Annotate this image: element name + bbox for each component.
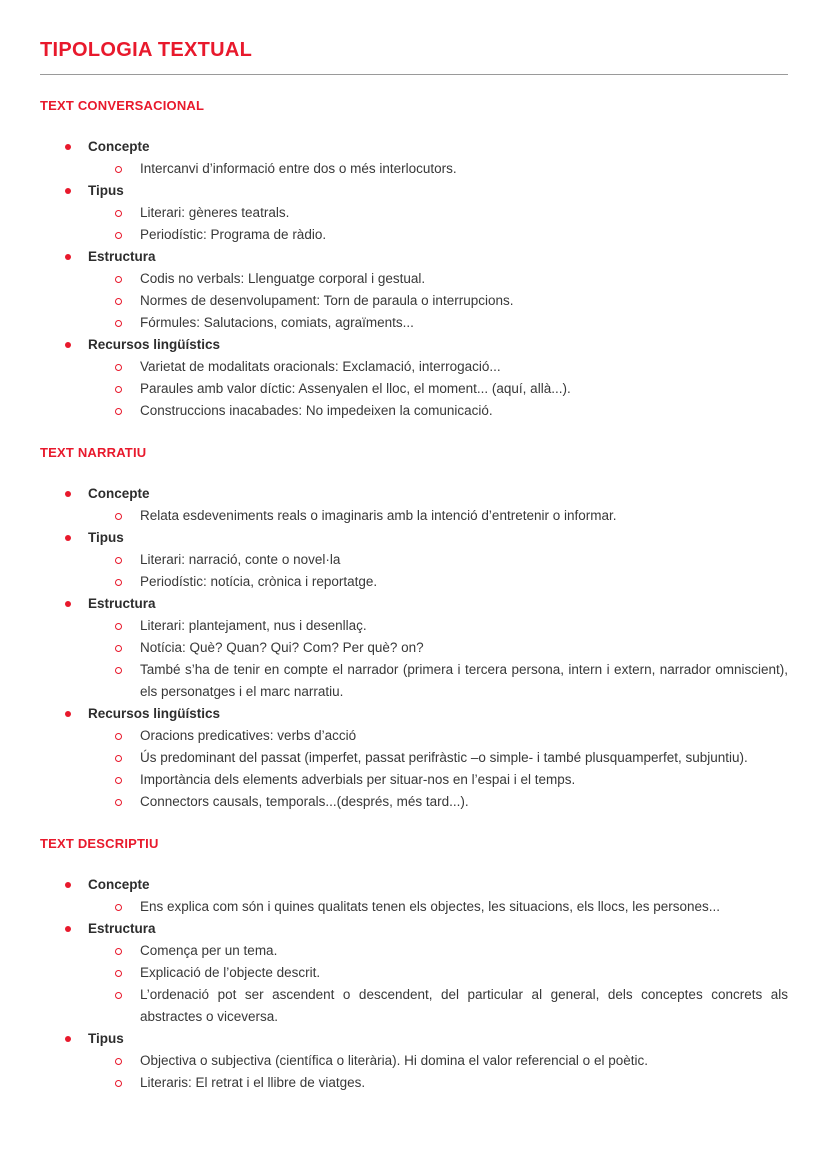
hollow-bullet-icon [115,667,122,674]
topic-item [40,918,788,940]
hollow-bullet-icon [115,733,122,740]
detail-item [40,984,788,1028]
section-heading: TEXT DESCRIPTIU [40,836,159,851]
filled-bullet-icon [65,926,71,932]
topic-item [40,703,788,725]
detail-text: Periodístic: notícia, crònica i reportatge. [140,574,378,589]
topic-item [40,1028,788,1050]
detail-item [40,962,788,984]
topic-label: Tipus [88,530,124,545]
detail-item [40,505,788,527]
filled-bullet-icon [65,254,71,260]
topic-label: Concepte [88,486,150,501]
document-title: TIPOLOGIA TEXTUAL [40,39,253,61]
detail-item [40,290,788,312]
filled-bullet-icon [65,188,71,194]
topic-item [40,246,788,268]
topic-label: Concepte [88,877,150,892]
section-heading: TEXT NARRATIU [40,445,147,460]
detail-text: Codis no verbals: Llenguatge corporal i gestual. [140,271,426,286]
detail-text: Literaris: El retrat i el llibre de viatges. [140,1075,366,1090]
detail-item [40,725,788,747]
filled-bullet-icon [65,535,71,541]
topic-list [40,136,788,422]
filled-bullet-icon [65,882,71,888]
hollow-bullet-icon [115,1058,122,1065]
section-heading: TEXT CONVERSACIONAL [40,98,205,113]
detail-text: Literari: plantejament, nus i desenllaç. [140,618,367,633]
detail-item [40,268,788,290]
hollow-bullet-icon [115,799,122,806]
detail-text: Literari: narració, conte o novel·la [140,552,341,567]
topic-label: Concepte [88,139,150,154]
hollow-bullet-icon [115,166,122,173]
detail-text: Varietat de modalitats oracionals: Exclamació, interrogació... [140,359,501,374]
topic-label: Tipus [88,1031,124,1046]
detail-text: També s’ha de tenir en compte el narrador (primera i tercera persona, intern i extern, narrador omniscient), els personatges i el marc narratiu. [140,662,788,699]
detail-text: Fórmules: Salutacions, comiats, agraïments... [140,315,414,330]
detail-item [40,1072,788,1094]
detail-item [40,312,788,334]
filled-bullet-icon [65,711,71,717]
topic-item [40,483,788,505]
hollow-bullet-icon [115,777,122,784]
topic-list [40,874,788,1094]
hollow-bullet-icon [115,579,122,586]
filled-bullet-icon [65,342,71,348]
topic-item [40,180,788,202]
detail-item [40,637,788,659]
detail-text: Oracions predicatives: verbs d’acció [140,728,357,743]
section [40,97,788,422]
topic-label: Estructura [88,249,156,264]
hollow-bullet-icon [115,386,122,393]
detail-item [40,940,788,962]
topic-list [40,483,788,813]
detail-item [40,791,788,813]
hollow-bullet-icon [115,210,122,217]
topic-label: Estructura [88,596,156,611]
detail-text: Periodístic: Programa de ràdio. [140,227,327,242]
detail-item [40,1050,788,1072]
topic-item [40,527,788,549]
section [40,835,788,1094]
detail-text: Relata esdeveniments reals o imaginaris amb la intenció d’entretenir o informar. [140,508,617,523]
topic-item [40,874,788,896]
detail-item [40,224,788,246]
hollow-bullet-icon [115,970,122,977]
detail-item [40,769,788,791]
detail-item [40,158,788,180]
filled-bullet-icon [65,144,71,150]
topic-label: Recursos lingüístics [88,706,221,721]
filled-bullet-icon [65,491,71,497]
detail-text: Notícia: Què? Quan? Qui? Com? Per què? on? [140,640,424,655]
detail-text: Comença per un tema. [140,943,278,958]
detail-item [40,202,788,224]
detail-text: L’ordenació pot ser ascendent o descendent, del particular al general, dels conceptes concrets als abstractes o viceversa. [140,987,788,1024]
hollow-bullet-icon [115,623,122,630]
detail-text: Literari: gèneres teatrals. [140,205,290,220]
detail-text: Connectors causals, temporals...(després, més tard...). [140,794,469,809]
hollow-bullet-icon [115,755,122,762]
topic-label: Estructura [88,921,156,936]
hollow-bullet-icon [115,364,122,371]
hollow-bullet-icon [115,1080,122,1087]
hollow-bullet-icon [115,645,122,652]
topic-item [40,593,788,615]
title-divider [40,74,788,75]
hollow-bullet-icon [115,992,122,999]
hollow-bullet-icon [115,557,122,564]
hollow-bullet-icon [115,298,122,305]
detail-item [40,659,788,703]
detail-item [40,378,788,400]
detail-item [40,549,788,571]
detail-text: Normes de desenvolupament: Torn de paraula o interrupcions. [140,293,514,308]
detail-text: Explicació de l’objecte descrit. [140,965,321,980]
topic-label: Recursos lingüístics [88,337,221,352]
detail-item [40,356,788,378]
section [40,444,788,813]
detail-text: Intercanvi d’informació entre dos o més interlocutors. [140,161,457,176]
detail-text: Ens explica com són i quines qualitats tenen els objectes, les situacions, els llocs, les persones... [140,899,721,914]
filled-bullet-icon [65,1036,71,1042]
hollow-bullet-icon [115,232,122,239]
detail-text: Importància dels elements adverbials per situar-nos en l’espai i el temps. [140,772,576,787]
detail-text: Objectiva o subjectiva (científica o literària). Hi domina el valor referencial o el poètic. [140,1053,648,1068]
detail-text: Construccions inacabades: No impedeixen la comunicació. [140,403,493,418]
detail-item [40,896,788,918]
hollow-bullet-icon [115,948,122,955]
topic-item [40,334,788,356]
topic-label: Tipus [88,183,124,198]
detail-item [40,571,788,593]
detail-item [40,747,788,769]
sections-container [40,97,788,1094]
hollow-bullet-icon [115,320,122,327]
hollow-bullet-icon [115,513,122,520]
detail-text: Ús predominant del passat (imperfet, passat perifràstic –o simple- i també plusquamperfet, subjuntiu). [140,750,748,765]
topic-item [40,136,788,158]
hollow-bullet-icon [115,276,122,283]
detail-item [40,615,788,637]
hollow-bullet-icon [115,408,122,415]
hollow-bullet-icon [115,904,122,911]
detail-text: Paraules amb valor díctic: Assenyalen el lloc, el moment... (aquí, allà...). [140,381,571,396]
detail-item [40,400,788,422]
filled-bullet-icon [65,601,71,607]
